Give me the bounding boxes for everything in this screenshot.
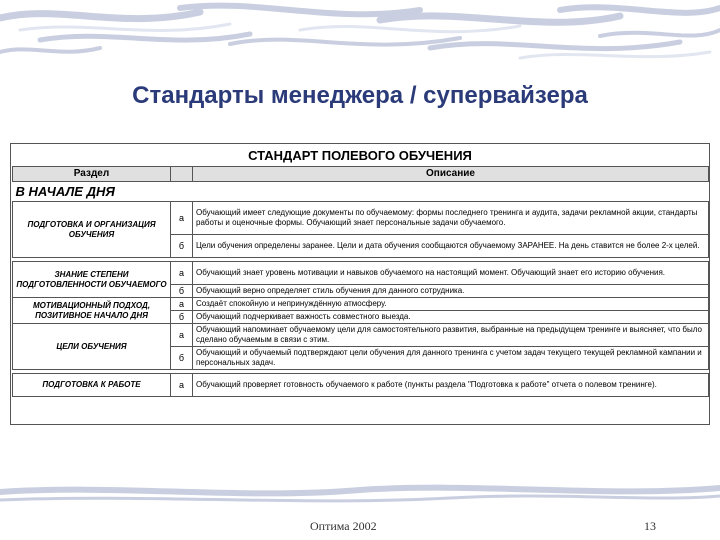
table-row [13,298,709,311]
block-heading: В НАЧАЛЕ ДНЯ [13,182,709,202]
item-letter: а [171,374,193,397]
item-description: Обучающий знает уровень мотивации и навыков обучаемого на настоящий момент. Обучающий знает его историю обучения. [193,262,709,285]
item-letter: б [171,235,193,258]
column-header-letter [171,167,193,182]
section-name: ПОДГОТОВКА К РАБОТЕ [13,374,171,397]
item-description: Обучающий напоминает обучаемому цели для самостоятельного развития, выбранные на предыдущем тренинге и выясняет, что было сделано обучаемым в связи с этим. [193,324,709,347]
item-description: Обучающий верно определяет стиль обучения для данного сотрудника. [193,285,709,298]
slide-title: Стандарты менеджера / супервайзера [132,82,588,110]
table-row [13,202,709,235]
item-description: Обучающий подчеркивает важность совместного выезда. [193,311,709,324]
item-letter: а [171,262,193,285]
section-name: ЗНАНИЕ СТЕПЕНИ ПОДГОТОВЛЕННОСТИ ОБУЧАЕМОГО [13,262,171,298]
section-name: ЦЕЛИ ОБУЧЕНИЯ [13,324,171,370]
item-description: Создаёт спокойную и непринуждённую атмосферу. [193,298,709,311]
section-name: ПОДГОТОВКА И ОРГАНИЗАЦИЯ ОБУЧЕНИЯ [13,202,171,258]
table-row [13,262,709,285]
item-letter: б [171,311,193,324]
table-row [13,324,709,347]
item-letter: а [171,298,193,311]
table-header-row [13,167,709,182]
item-description: Обучающий проверяет готовность обучаемого к работе (пункты раздела "Подготовка к работе" отчета о полевом тренинге). [193,374,709,397]
table-row [13,374,709,397]
item-letter: б [171,347,193,370]
item-letter: а [171,324,193,347]
item-letter: а [171,202,193,235]
block-heading-row [13,182,709,202]
standard-title: СТАНДАРТ ПОЛЕВОГО ОБУЧЕНИЯ [248,148,472,163]
section-name: МОТИВАЦИОННЫЙ ПОДХОД, ПОЗИТИВНОЕ НАЧАЛО ДНЯ [13,298,171,324]
item-description: Обучающий и обучаемый подтверждают цели обучения для данного тренинга с учетом задач текущего текущей рекламной кампании и персональных задач. [193,347,709,370]
standard-table [12,166,709,397]
page-number: 13 [644,519,656,533]
column-header-section: Раздел [13,167,171,182]
decorative-brush-strokes-bottom [0,478,720,508]
decorative-brush-strokes-top [0,0,720,70]
item-description: Цели обучения определены заранее. Цели и дата обучения сообщаются обучаемому ЗАРАНЕЕ. На день ставится не более 2-х целей. [193,235,709,258]
column-header-description: Описание [193,167,709,182]
item-letter: б [171,285,193,298]
item-description: Обучающий имеет следующие документы по обучаемому: формы последнего тренинга и аудита, задачи рекламной акции, стандарты работы и оценочные формы. Обучающий знает персональные задачи обучаемого. [193,202,709,235]
footer-label: Оптима 2002 [310,519,377,533]
